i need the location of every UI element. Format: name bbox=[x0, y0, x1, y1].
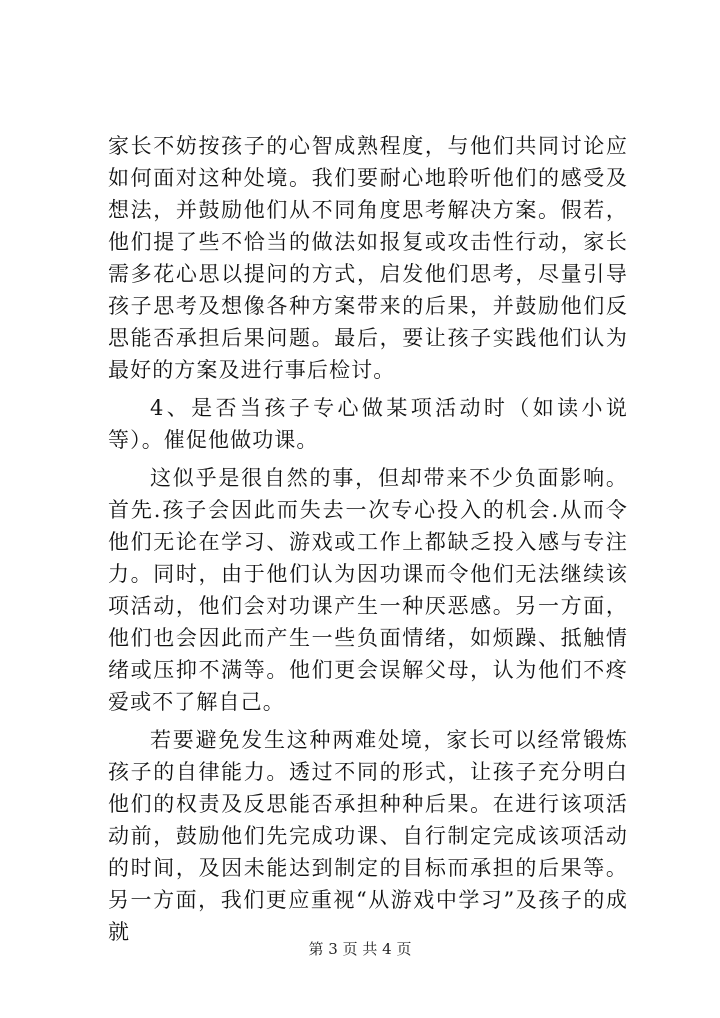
paragraph-continuation: 家长不妨按孩子的心智成熟程度，与他们共同讨论应如何面对这种处境。我们要耐心地聆听他们的感受及想法，并鼓励他们从不同角度思考解决方案。假若，他们提了些不恰当的做法如报复或攻击性行动，家长需多花心思以提问的方式，启发他们思考，尽量引导孩子思考及想像各种方案带来的后果，并鼓励他们反思能否承担后果问题。最后，要让孩子实践他们认为最好的方案及进行事后检讨。 bbox=[108, 134, 628, 382]
paragraph-item-4-heading: 4、是否当孩子专心做某项活动时（如读小说等）。催促他做功课。 bbox=[108, 396, 628, 452]
document-body bbox=[108, 130, 628, 948]
paragraph-self-discipline: 若要避免发生这种两难处境，家长可以经常锻炼孩子的自律能力。透过不同的形式，让孩子充分明白他们的权责及反思能否承担种种后果。在进行该项活动前，鼓励他们先完成功课、自行制定完成该项活动的时间，及因未能达到制定的目标而承担的后果等。另一方面，我们更应重视“从游戏中学习”及孩子的成就 bbox=[108, 728, 628, 944]
page-number-footer: 第 3 页 共 4 页 bbox=[308, 940, 412, 958]
paragraph-negative-effects: 这似乎是很自然的事，但却带来不少负面影响。首先.孩子会因此而失去一次专心投入的机会.从而令他们无论在学习、游戏或工作上都缺乏投入感与专注力。同时，由于他们认为因功课而令他们无法继续该项活动，他们会对功课产生一种厌恶感。另一方面，他们也会因此而产生一些负面情绪，如烦躁、抵触情绪或压抑不满等。他们更会误解父母，认为他们不疼爱或不了解自己。 bbox=[108, 466, 628, 714]
